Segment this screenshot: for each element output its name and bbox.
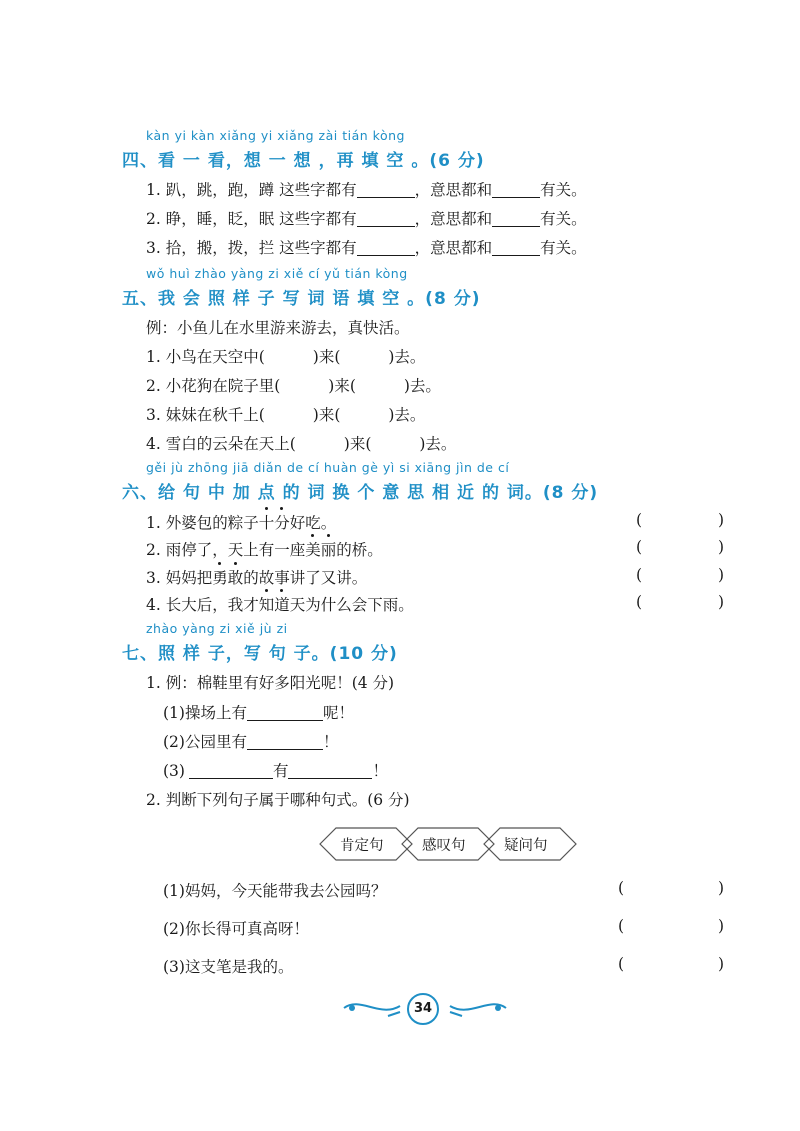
type-affirmative: 肯定句 [340, 838, 384, 854]
row-middle: ，意思都和 [414, 181, 493, 199]
section7-heading: 七、照 样 子，写 句 子。(10 分) [122, 644, 398, 664]
section5-heading: 五、我 会 照 样 子 写 词 语 填 空 。(8 分) [122, 289, 481, 309]
dotted-char: 勇 [212, 566, 228, 588]
section7-q2-item-2: (2)你长得可真高呀！ [163, 920, 309, 938]
row-text: 1. 外婆包的粽子 [146, 514, 259, 532]
section7-q1-item-2 [163, 730, 338, 752]
row-suffix: 有关。 [540, 181, 587, 199]
answer-open-paren[interactable]: ( [636, 566, 643, 584]
fill-blank[interactable] [288, 762, 372, 779]
section7-q1-item-3 [163, 759, 388, 781]
row-prefix: 3. 拾，搬，拨，拦 这些字都有 [146, 239, 357, 257]
answer-open-paren[interactable]: ( [636, 538, 643, 556]
section7-q1-item-1 [163, 701, 354, 723]
row-suffix: 有关。 [540, 210, 587, 228]
dotted-char: 分 [274, 511, 290, 533]
answer-open-paren[interactable]: ( [618, 879, 625, 897]
fill-blank[interactable] [357, 210, 415, 227]
type-interrogative: 疑问句 [504, 838, 548, 854]
fill-blank[interactable] [492, 239, 540, 256]
section4-row-1 [146, 178, 587, 200]
section4-pinyin: kàn yi kàn xiǎng yi xiǎng zài tián kòng [146, 128, 405, 143]
section5-example: 例：小鱼儿在水里游来游去，真快活。 [146, 319, 410, 337]
fill-blank[interactable] [357, 239, 415, 256]
section6-row-2 [146, 538, 383, 560]
fill-blank[interactable] [492, 181, 540, 198]
section5-row-1 [146, 345, 425, 367]
section6-row-1 [146, 511, 336, 533]
answer-close-paren: ) [718, 511, 725, 529]
answer-close-paren: ) [718, 566, 725, 584]
fill-blank[interactable] [247, 733, 323, 750]
item-text: ！ [372, 762, 388, 780]
row-text: 3. 妹妹在秋千上( [146, 406, 265, 424]
row-text: )来( [312, 348, 341, 366]
section6-heading: 六、给 句 中 加 点 的 词 换 个 意 思 相 近 的 词。(8 分) [122, 483, 599, 503]
page-number: 34 [407, 993, 439, 1025]
row-text: 1. 小鸟在天空中( [146, 348, 265, 366]
row-text: 好吃。 [289, 514, 337, 532]
section5-pinyin: wǒ huì zhào yàng zi xiě cí yǔ tián kòng [146, 266, 408, 281]
item-text: 呢！ [322, 704, 354, 722]
section7-q1: 1. 例：棉鞋里有好多阳光呢！(4 分) [146, 674, 395, 692]
item-text: 有 [272, 762, 289, 780]
answer-open-paren[interactable]: ( [618, 917, 625, 935]
row-text: 4. 雪白的云朵在天上( [146, 435, 296, 453]
answer-open-paren[interactable]: ( [636, 593, 643, 611]
item-text: ！ [322, 733, 339, 751]
section6-row-4 [146, 593, 414, 615]
row-text: 的故事讲了又讲。 [243, 569, 368, 587]
section7-q2-item-3: (3)这支笔是我的。 [163, 958, 294, 976]
row-text: )来( [328, 377, 356, 395]
page-footer [340, 988, 510, 1024]
row-text: 3. 妈妈把 [146, 569, 213, 587]
row-text: )去。 [419, 435, 457, 453]
section5-row-3 [146, 403, 425, 425]
section7-q2: 2. 判断下列句子属于哪种句式。(6 分) [146, 791, 410, 809]
dotted-char: 知 [259, 593, 275, 615]
section4-row-3 [146, 236, 587, 258]
answer-open-paren[interactable]: ( [618, 955, 625, 973]
item-text: (1)操场上有 [163, 704, 247, 722]
row-text: 2. 小花狗在院子里( [146, 377, 281, 395]
section4-heading: 四、看 一 看，想 一 想 ，再 填 空 。(6 分) [122, 151, 485, 171]
row-prefix: 1. 趴，跳，跑，蹲 这些字都有 [146, 181, 357, 199]
answer-close-paren: ) [718, 538, 725, 556]
item-text: (2)公园里有 [163, 733, 247, 751]
section4-row-2 [146, 207, 587, 229]
row-prefix: 2. 睁，睡，眨，眠 这些字都有 [146, 210, 357, 228]
type-exclamatory: 感叹句 [422, 838, 466, 854]
row-text: )去。 [388, 348, 426, 366]
row-text: )来( [343, 435, 372, 453]
dotted-char: 道 [274, 593, 290, 615]
row-text: )来( [312, 406, 341, 424]
answer-close-paren: ) [718, 593, 725, 611]
dotted-char: 敢 [228, 566, 244, 588]
answer-close-paren: ) [718, 879, 725, 897]
item-text: (3) [163, 762, 185, 780]
fill-blank[interactable] [357, 181, 415, 198]
section6-row-3 [146, 566, 367, 588]
answer-close-paren: ) [718, 917, 725, 935]
fill-blank[interactable] [247, 704, 323, 721]
row-middle: ，意思都和 [414, 210, 493, 228]
section6-pinyin: gěi jù zhōng jiā diǎn de cí huàn gè yì si xiāng jìn de cí [146, 460, 510, 475]
row-text: 4. 长大后，我才 [146, 596, 259, 614]
row-text: 2. 雨停了，天上有一座 [146, 541, 306, 559]
fill-blank[interactable] [492, 210, 540, 227]
answer-open-paren[interactable]: ( [636, 511, 643, 529]
row-text: 的桥。 [336, 541, 383, 559]
section7-q2-item-1: (1)妈妈，今天能带我去公园吗？ [163, 882, 387, 900]
answer-close-paren: ) [718, 955, 725, 973]
row-text: 天为什么会下雨。 [289, 596, 414, 614]
section7-pinyin: zhào yàng zi xiě jù zi [146, 621, 288, 636]
fill-blank[interactable] [189, 762, 273, 779]
dotted-char: 丽 [321, 538, 337, 560]
dotted-char: 十 [259, 511, 275, 533]
row-text: )去。 [403, 377, 441, 395]
sentence-type-diamonds [318, 822, 578, 866]
row-text: )去。 [388, 406, 426, 424]
section5-row-2 [146, 374, 441, 396]
row-suffix: 有关。 [540, 239, 587, 257]
row-middle: ，意思都和 [414, 239, 493, 257]
dotted-char: 美 [305, 538, 321, 560]
section5-row-4 [146, 432, 456, 454]
